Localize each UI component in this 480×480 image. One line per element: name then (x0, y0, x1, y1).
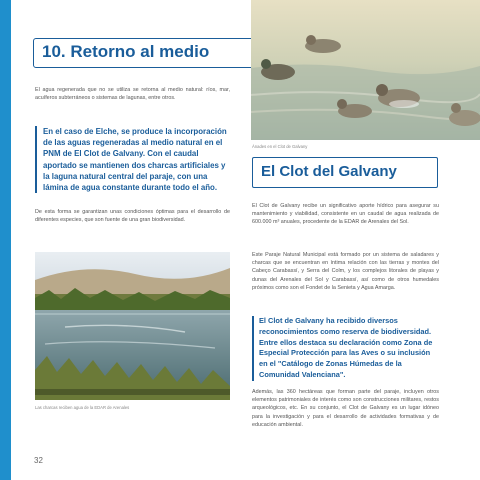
lagoon-photo (35, 252, 230, 400)
biodiversity-paragraph: De esta forma se garantizan unas condiciones óptimas para el desarrollo de diferentes especies, que son fuente de una gran biodiversidad. (35, 209, 230, 224)
paraje-description-paragraph: Este Paraje Natural Municipal está formado por un sistema de saladares y charcas que se encuentran en íntima relación con las tierras y montes del Cabeço Carabassí, y Serra del Colm, y los complejos litorales de playas y dunas del Arenales del Sol y Carabassí, así como de otros humedales próximos como son el Fondet de la Senieta y Agua Amarga. (252, 252, 439, 291)
ducks-photo-caption: Ánades en el Clot de Galvany (252, 144, 308, 149)
page-side-bar (0, 0, 11, 480)
ducks-photo (251, 0, 480, 140)
subsection-title: El Clot del Galvany (261, 163, 397, 180)
intro-paragraph: El agua regenerada que no se utiliza se retorna al medio natural: ríos, mar, acuíferos subterráneos o sistemas de lagunas, entre otros. (35, 87, 230, 102)
water-supply-paragraph: El Clot de Galvany recibe un significativo aporte hídrico para asegurar su mantenimiento y viabilidad, consistente en un caudal de agua realizada de 600.000 m³ anuales, procedente de la EDAR de Arenales del Sol. (252, 203, 439, 226)
heritage-paragraph: Además, las 360 hectáreas que forman parte del paraje, incluyen otros elementos patrimoniales de interés como son construcciones militares, restos arqueológicos, etc. En su conjunto, el Clot de Galvany es un lugar idóneo para la investigación y para el desarrollo de actividades formativas y de educación ambiental. (252, 389, 439, 428)
subsection-header (252, 157, 438, 188)
section-title: 10. Retorno al medio (42, 42, 210, 61)
lagoon-photo-caption: Las charcas reciben agua de la EDAR de Arenales (35, 405, 130, 410)
highlight-left: En el caso de Elche, se produce la incorporación de las aguas regeneradas al medio natural en el PNM de El Clot de Galvany. Con el caudal aportado se mantienen dos charcas artificiales y la laguna natural central del paraje, con una lámina de agua constante durante todo el año. (35, 126, 233, 193)
highlight-right: El Clot de Galvany ha recibido diversos reconocimientos como reserva de biodiversidad. Entre ellos destaca su declaración como Zona de Especial Protección para las Aves o su inclusión en el "Catálogo de Zonas Húmedas de la Comunidad Valenciana". (252, 316, 439, 381)
page-number: 32 (34, 456, 43, 465)
